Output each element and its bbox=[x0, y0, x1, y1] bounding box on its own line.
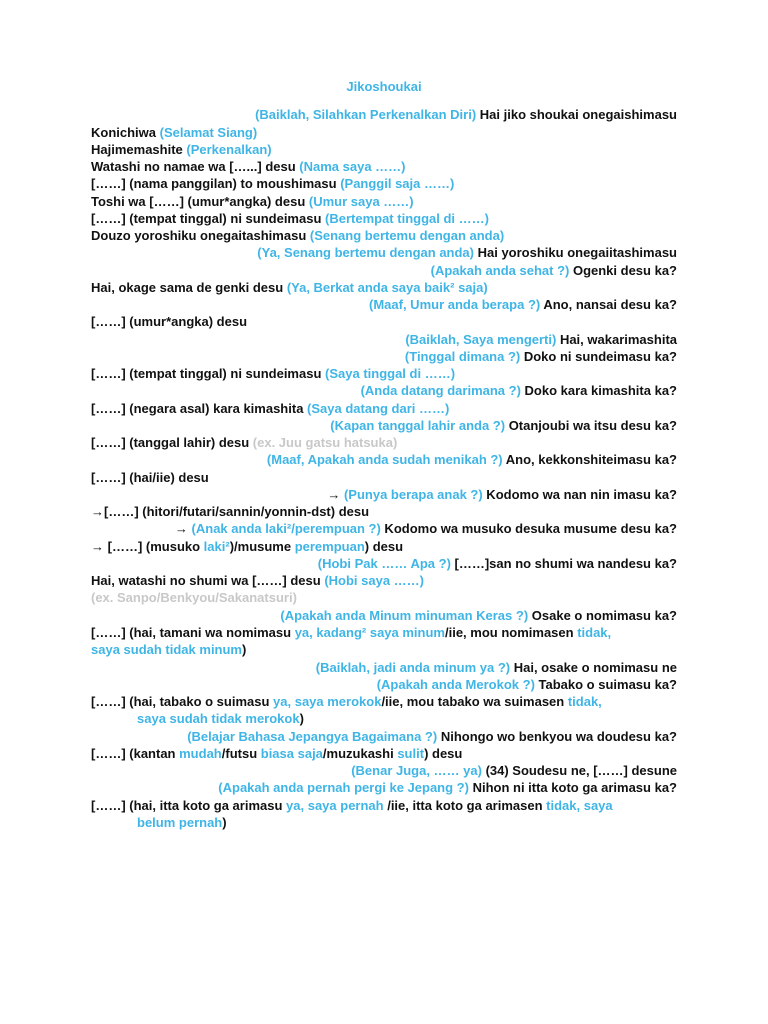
japanese-text: Ogenki desu ka? bbox=[569, 263, 677, 278]
japanese-text: ) bbox=[242, 642, 247, 657]
dialogue-line bbox=[431, 262, 677, 279]
dialogue-line bbox=[257, 244, 677, 261]
japanese-text: Otanjoubi wa itsu desu ka? bbox=[505, 418, 677, 433]
japanese-text: →[……] (hitori/futari/sannin/yonnin-dst) desu bbox=[91, 504, 370, 519]
japanese-text: /muzukashi bbox=[322, 746, 398, 761]
japanese-text: /futsu bbox=[221, 746, 261, 761]
japanese-text: [……] (nama panggilan) to moushimasu bbox=[91, 176, 341, 191]
dialogue-line bbox=[91, 365, 455, 382]
translation-text: (Ya, Senang bertemu dengan anda) bbox=[257, 245, 474, 260]
translation-text: (Maaf, Apakah anda sudah menikah ?) bbox=[266, 452, 503, 467]
dialogue-line bbox=[91, 469, 209, 486]
dialogue-line bbox=[91, 279, 488, 296]
japanese-text: Hai yoroshiku onegaiitashimasu bbox=[474, 245, 677, 260]
japanese-text: [……] (hai, itta koto ga arimasu bbox=[91, 798, 287, 813]
japanese-text: [……] (tempat tinggal) ni sundeimasu bbox=[91, 366, 326, 381]
japanese-text: [……] (hai, tabako o suimasu bbox=[91, 694, 274, 709]
dialogue-line bbox=[91, 193, 414, 210]
translation-text: (Apakah anda Minum minuman Keras ?) bbox=[280, 608, 529, 623]
translation-text: (Selamat Siang) bbox=[159, 125, 258, 140]
translation-text: (Apakah anda Merokok ?) bbox=[376, 677, 535, 692]
translation-text: (Saya tinggal di ……) bbox=[325, 366, 456, 381]
japanese-text: Douzo yoroshiku onegaitashimasu bbox=[91, 228, 310, 243]
japanese-text: (34) Soudesu ne, [……] desune bbox=[481, 763, 677, 778]
japanese-text: /iie, mou tabako wa suimasen bbox=[381, 694, 568, 709]
translation-text: (Kapan tanggal lahir anda ?) bbox=[330, 418, 506, 433]
translation-text: ya, kadang² saya minum bbox=[294, 625, 445, 640]
dialogue-line bbox=[91, 624, 611, 641]
translation-text: laki² bbox=[203, 539, 230, 554]
dialogue-line bbox=[91, 572, 424, 589]
japanese-text: [……] (umur*angka) desu bbox=[91, 314, 248, 329]
dialogue-line bbox=[351, 762, 677, 779]
dialogue-line bbox=[330, 417, 677, 434]
japanese-text: /iie, itta koto ga arimasen bbox=[383, 798, 547, 813]
japanese-text: [……] (negara asal) kara kimashita bbox=[91, 401, 308, 416]
japanese-text: Hai jiko shoukai onegaishimasu bbox=[476, 107, 677, 122]
japanese-text: [……] (hai/iie) desu bbox=[91, 470, 209, 485]
translation-text: ya, saya pernah bbox=[286, 798, 384, 813]
japanese-text: Hai, okage sama de genki desu bbox=[91, 280, 287, 295]
japanese-text: [……] (tanggal lahir) desu bbox=[91, 435, 253, 450]
translation-text: (Baiklah, jadi anda minum ya ?) bbox=[315, 660, 511, 675]
translation-text: perempuan bbox=[294, 539, 365, 554]
translation-text: (Tinggal dimana ?) bbox=[404, 349, 521, 364]
japanese-text: ) desu bbox=[364, 539, 404, 554]
japanese-text: Watashi no namae wa […...] desu bbox=[91, 159, 300, 174]
dialogue-line bbox=[91, 797, 613, 814]
japanese-text: Hajimemashite bbox=[91, 142, 187, 157]
translation-text: tidak, bbox=[567, 694, 602, 709]
translation-text: tidak, bbox=[577, 625, 612, 640]
japanese-text: Hai, watashi no shumi wa [……] desu bbox=[91, 573, 325, 588]
dialogue-line bbox=[316, 659, 677, 676]
japanese-text: Konichiwa bbox=[91, 125, 160, 140]
japanese-text: → bbox=[174, 521, 192, 536]
dialogue-line bbox=[280, 607, 677, 624]
translation-text: (Baiklah, Saya mengerti) bbox=[405, 332, 557, 347]
japanese-text: [……] (hai, tamani wa nomimasu bbox=[91, 625, 295, 640]
dialogue-line bbox=[91, 175, 454, 192]
translation-text: (Panggil saja ……) bbox=[340, 176, 455, 191]
translation-text: belum pernah bbox=[137, 815, 223, 830]
translation-text: sulit bbox=[397, 746, 425, 761]
dialogue-line bbox=[137, 814, 227, 831]
dialogue-line bbox=[91, 538, 403, 555]
dialogue-line bbox=[405, 348, 677, 365]
page-title: Jikoshoukai bbox=[346, 79, 422, 94]
translation-text: (Apakah anda pernah pergi ke Jepang ?) bbox=[218, 780, 469, 795]
japanese-text: ) bbox=[299, 711, 304, 726]
japanese-text: → bbox=[327, 487, 344, 502]
dialogue-line bbox=[361, 382, 677, 399]
translation-text: (Perkenalkan) bbox=[186, 142, 272, 157]
dialogue-line bbox=[267, 451, 677, 468]
dialogue-line bbox=[91, 313, 247, 330]
japanese-text: Osake o nomimasu ka? bbox=[528, 608, 677, 623]
translation-text: (Umur saya ……) bbox=[308, 194, 414, 209]
japanese-text: → [……] (musuko bbox=[91, 539, 204, 554]
translation-text: biasa saja bbox=[260, 746, 323, 761]
japanese-text: [……]san no shumi wa nandesu ka? bbox=[450, 556, 677, 571]
translation-text: (Maaf, Umur anda berapa ?) bbox=[369, 297, 541, 312]
dialogue-line bbox=[91, 745, 462, 762]
example-note: (ex. Juu gatsu hatsuka) bbox=[252, 435, 398, 450]
japanese-text: Kodomo wa nan nin imasu ka? bbox=[482, 487, 677, 502]
japanese-text: [……] (kantan bbox=[91, 746, 180, 761]
dialogue-line bbox=[369, 296, 677, 313]
translation-text: (Anda datang darimana ?) bbox=[360, 383, 521, 398]
translation-text: tidak, saya bbox=[546, 798, 613, 813]
dialogue-line bbox=[137, 710, 304, 727]
translation-text: (Hobi saya ……) bbox=[324, 573, 425, 588]
dialogue-line bbox=[187, 728, 677, 745]
dialogue-line bbox=[91, 158, 406, 175]
japanese-text: /iie, mou nomimasen bbox=[444, 625, 578, 640]
translation-text: (Nama saya ……) bbox=[299, 159, 406, 174]
translation-text: (Anak anda laki²/perempuan ?) bbox=[191, 521, 381, 536]
dialogue-line bbox=[175, 520, 677, 537]
dialogue-line bbox=[327, 486, 677, 503]
japanese-text: ) desu bbox=[424, 746, 463, 761]
japanese-text: Hai, wakarimashita bbox=[556, 332, 677, 347]
japanese-text: Hai, osake o nomimasu ne bbox=[510, 660, 677, 675]
translation-text: (Bertempat tinggal di ……) bbox=[325, 211, 489, 226]
japanese-text: Ano, nansai desu ka? bbox=[540, 297, 677, 312]
translation-text: (Baiklah, Silahkan Perkenalkan Diri) bbox=[255, 107, 477, 122]
translation-text: (Hobi Pak …… Apa ?) bbox=[317, 556, 451, 571]
dialogue-line bbox=[91, 210, 489, 227]
translation-text: (Saya datang dari ……) bbox=[307, 401, 450, 416]
translation-text: (Punya berapa anak ?) bbox=[343, 487, 483, 502]
japanese-text: )/musume bbox=[229, 539, 295, 554]
translation-text: ya, saya merokok bbox=[273, 694, 382, 709]
japanese-text: ) bbox=[222, 815, 227, 830]
dialogue-line bbox=[218, 779, 677, 796]
dialogue-line bbox=[91, 589, 297, 606]
translation-text: (Senang bertemu dengan anda) bbox=[309, 228, 505, 243]
dialogue-line bbox=[91, 400, 449, 417]
dialogue-line bbox=[255, 106, 677, 123]
japanese-text: Nihon ni itta koto ga arimasu ka? bbox=[468, 780, 677, 795]
dialogue-line bbox=[91, 641, 246, 658]
japanese-text: Toshi wa [……] (umur*angka) desu bbox=[91, 194, 309, 209]
translation-text: saya sudah tidak merokok bbox=[137, 711, 300, 726]
dialogue-line bbox=[377, 676, 677, 693]
dialogue-line bbox=[318, 555, 677, 572]
translation-text: (Belajar Bahasa Jepangya Bagaimana ?) bbox=[187, 729, 438, 744]
dialogue-line bbox=[91, 503, 369, 520]
japanese-text: Nihongo wo benkyou wa doudesu ka? bbox=[437, 729, 677, 744]
dialogue-line bbox=[91, 141, 272, 158]
japanese-text: Doko kara kimashita ka? bbox=[520, 383, 677, 398]
japanese-text: Kodomo wa musuko desuka musume desu ka? bbox=[380, 521, 677, 536]
dialogue-line bbox=[91, 227, 504, 244]
dialogue-line bbox=[91, 434, 397, 451]
japanese-text: Doko ni sundeimasu ka? bbox=[520, 349, 677, 364]
japanese-text: Tabako o suimasu ka? bbox=[534, 677, 677, 692]
dialogue-line bbox=[405, 331, 677, 348]
japanese-text: Ano, kekkonshiteimasu ka? bbox=[502, 452, 677, 467]
translation-text: mudah bbox=[179, 746, 222, 761]
japanese-text: [……] (tempat tinggal) ni sundeimasu bbox=[91, 211, 326, 226]
translation-text: saya sudah tidak minum bbox=[91, 642, 242, 657]
example-note: (ex. Sanpo/Benkyou/Sakanatsuri) bbox=[91, 590, 297, 605]
translation-text: (Benar Juga, …… ya) bbox=[351, 763, 482, 778]
dialogue-line bbox=[91, 124, 257, 141]
translation-text: (Apakah anda sehat ?) bbox=[430, 263, 570, 278]
dialogue-line bbox=[91, 693, 602, 710]
translation-text: (Ya, Berkat anda saya baik² saja) bbox=[286, 280, 488, 295]
